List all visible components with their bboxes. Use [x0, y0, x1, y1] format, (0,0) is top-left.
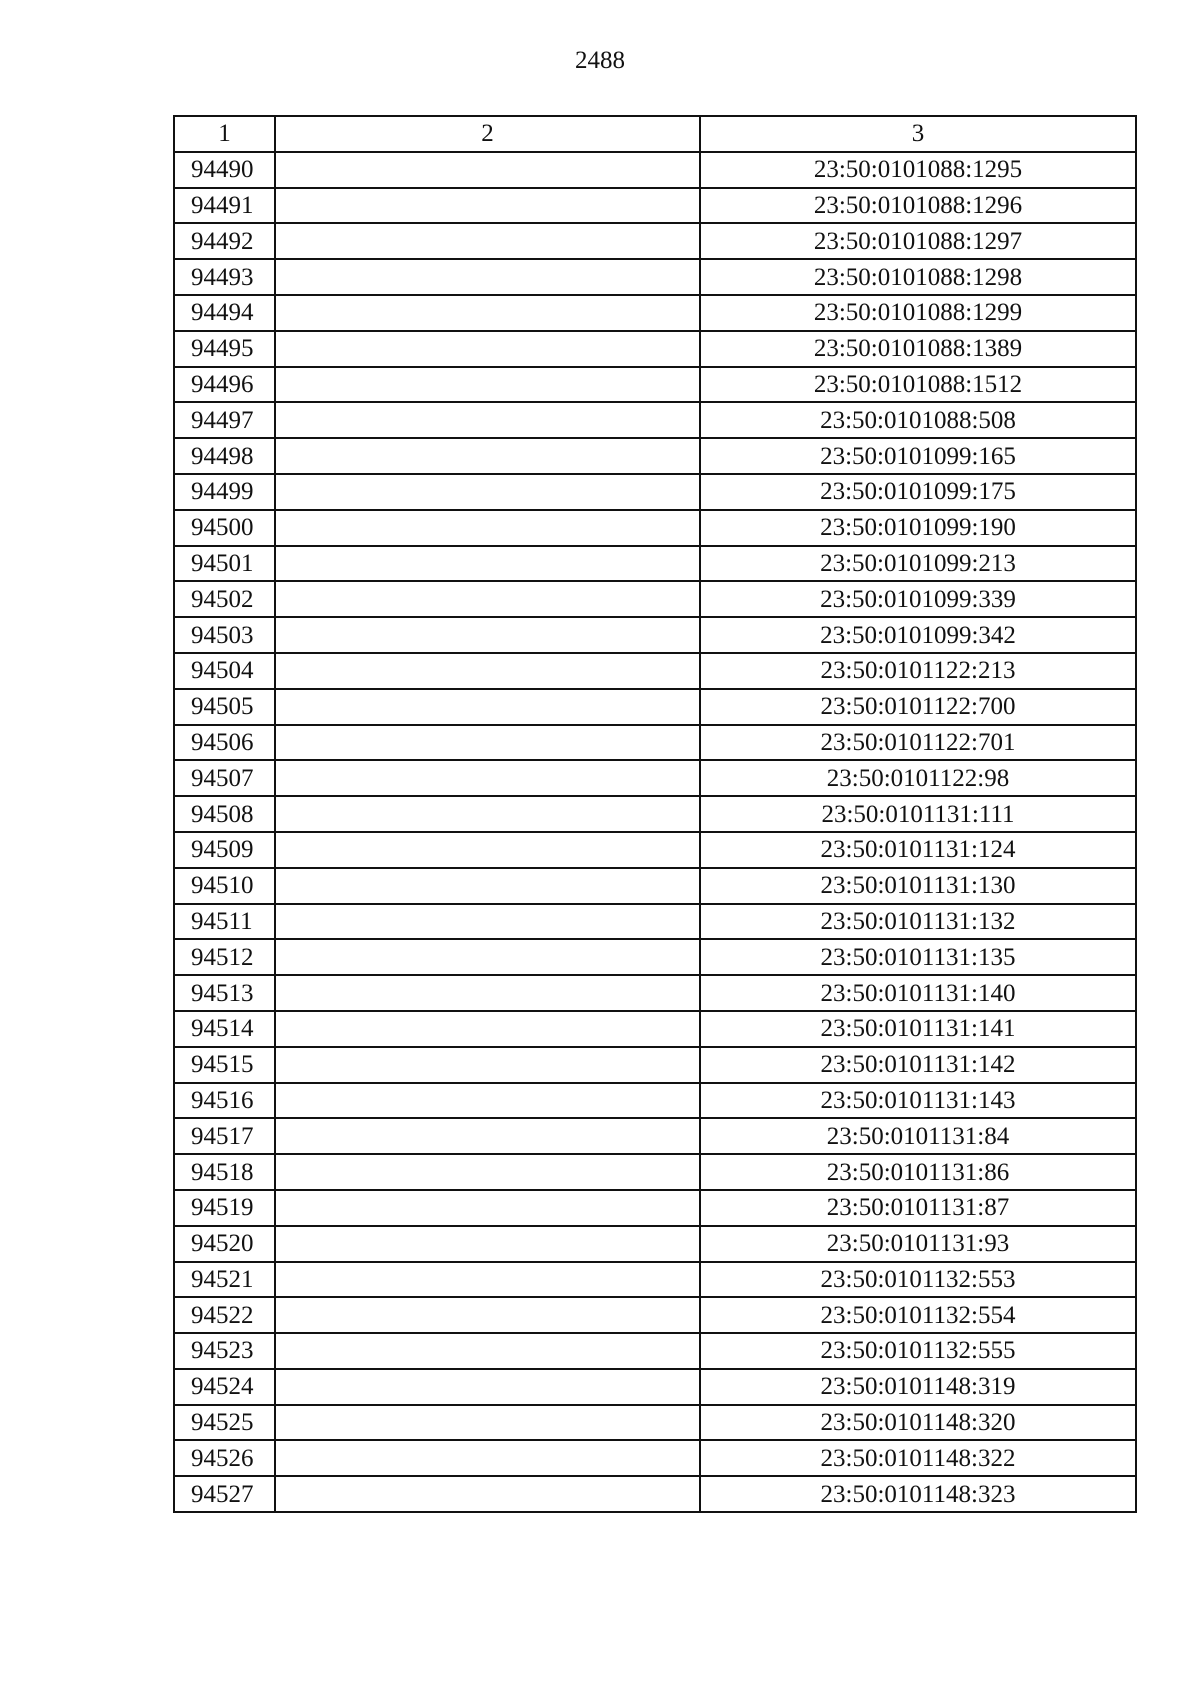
- empty-cell: [275, 1262, 700, 1298]
- row-number-cell: 94513: [174, 975, 275, 1011]
- cadastral-number-cell: 23:50:0101122:700: [700, 689, 1136, 725]
- cadastral-number-cell: 23:50:0101099:175: [700, 474, 1136, 510]
- table-row: [174, 367, 1136, 403]
- row-number-cell: 94525: [174, 1405, 275, 1441]
- cadastral-number-cell: 23:50:0101131:141: [700, 1011, 1136, 1047]
- empty-cell: [275, 295, 700, 331]
- row-number-cell: 94514: [174, 1011, 275, 1047]
- table-row: [174, 760, 1136, 796]
- cadastral-number-cell: 23:50:0101099:165: [700, 438, 1136, 474]
- row-number-cell: 94524: [174, 1369, 275, 1405]
- cadastral-number-cell: 23:50:0101131:111: [700, 796, 1136, 832]
- table-row: [174, 653, 1136, 689]
- cadastral-number-cell: 23:50:0101099:339: [700, 581, 1136, 617]
- empty-cell: [275, 1333, 700, 1369]
- table-row: [174, 1011, 1136, 1047]
- cadastral-number-cell: 23:50:0101131:142: [700, 1047, 1136, 1083]
- cadastral-number-cell: 23:50:0101131:135: [700, 939, 1136, 975]
- empty-cell: [275, 1476, 700, 1512]
- row-number-cell: 94499: [174, 474, 275, 510]
- row-number-cell: 94497: [174, 402, 275, 438]
- empty-cell: [275, 725, 700, 761]
- table-row: [174, 1154, 1136, 1190]
- cadastral-number-cell: 23:50:0101148:319: [700, 1369, 1136, 1405]
- cadastral-number-cell: 23:50:0101131:140: [700, 975, 1136, 1011]
- row-number-cell: 94506: [174, 725, 275, 761]
- row-number-cell: 94521: [174, 1262, 275, 1298]
- page-number: 2488: [575, 47, 625, 74]
- table-row: [174, 402, 1136, 438]
- cadastral-number-cell: 23:50:0101099:342: [700, 617, 1136, 653]
- empty-cell: [275, 1405, 700, 1441]
- table-row: [174, 1333, 1136, 1369]
- empty-cell: [275, 1297, 700, 1333]
- row-number-cell: 94527: [174, 1476, 275, 1512]
- empty-cell: [275, 868, 700, 904]
- empty-cell: [275, 1154, 700, 1190]
- empty-cell: [275, 1190, 700, 1226]
- table-row: [174, 1083, 1136, 1119]
- cadastral-number-cell: 23:50:0101132:554: [700, 1297, 1136, 1333]
- empty-cell: [275, 331, 700, 367]
- table-row: [174, 581, 1136, 617]
- cadastral-number-cell: 23:50:0101148:322: [700, 1440, 1136, 1476]
- cadastral-number-cell: 23:50:0101131:132: [700, 904, 1136, 940]
- empty-cell: [275, 796, 700, 832]
- cadastral-number-cell: 23:50:0101122:213: [700, 653, 1136, 689]
- row-number-cell: 94515: [174, 1047, 275, 1083]
- row-number-cell: 94501: [174, 546, 275, 582]
- table-row: [174, 188, 1136, 224]
- empty-cell: [275, 1047, 700, 1083]
- row-number-cell: 94505: [174, 689, 275, 725]
- table-row: [174, 1047, 1136, 1083]
- cadastral-number-cell: 23:50:0101088:1295: [700, 152, 1136, 188]
- empty-cell: [275, 689, 700, 725]
- cadastral-number-cell: 23:50:0101088:1297: [700, 223, 1136, 259]
- row-number-cell: 94503: [174, 617, 275, 653]
- empty-cell: [275, 1226, 700, 1262]
- row-number-cell: 94507: [174, 760, 275, 796]
- table-row: [174, 1118, 1136, 1154]
- row-number-cell: 94519: [174, 1190, 275, 1226]
- empty-cell: [275, 939, 700, 975]
- cadastral-number-cell: 23:50:0101088:1512: [700, 367, 1136, 403]
- table-header: [174, 116, 1136, 152]
- column-header-1: 1: [174, 116, 275, 152]
- table-body: [174, 152, 1136, 1512]
- empty-cell: [275, 832, 700, 868]
- cadastral-number-cell: 23:50:0101099:190: [700, 510, 1136, 546]
- cadastral-number-cell: 23:50:0101131:84: [700, 1118, 1136, 1154]
- cadastral-number-cell: 23:50:0101131:86: [700, 1154, 1136, 1190]
- cadastral-number-cell: 23:50:0101132:553: [700, 1262, 1136, 1298]
- empty-cell: [275, 581, 700, 617]
- table-row: [174, 1297, 1136, 1333]
- table-row: [174, 295, 1136, 331]
- empty-cell: [275, 367, 700, 403]
- cadastral-number-cell: 23:50:0101088:1296: [700, 188, 1136, 224]
- empty-cell: [275, 760, 700, 796]
- row-number-cell: 94491: [174, 188, 275, 224]
- empty-cell: [275, 1118, 700, 1154]
- table-row: [174, 510, 1136, 546]
- cadastral-number-cell: 23:50:0101148:320: [700, 1405, 1136, 1441]
- empty-cell: [275, 1369, 700, 1405]
- cadastral-number-cell: 23:50:0101148:323: [700, 1476, 1136, 1512]
- table-row: [174, 438, 1136, 474]
- table-row: [174, 796, 1136, 832]
- registry-table: [173, 115, 1137, 1513]
- column-header-3: 3: [700, 116, 1136, 152]
- row-number-cell: 94504: [174, 653, 275, 689]
- row-number-cell: 94500: [174, 510, 275, 546]
- table-row: [174, 689, 1136, 725]
- empty-cell: [275, 1011, 700, 1047]
- cadastral-number-cell: 23:50:0101088:1389: [700, 331, 1136, 367]
- empty-cell: [275, 904, 700, 940]
- row-number-cell: 94495: [174, 331, 275, 367]
- table-row: [174, 1190, 1136, 1226]
- table-row: [174, 868, 1136, 904]
- table-row: [174, 474, 1136, 510]
- row-number-cell: 94522: [174, 1297, 275, 1333]
- empty-cell: [275, 152, 700, 188]
- table-row: [174, 939, 1136, 975]
- row-number-cell: 94517: [174, 1118, 275, 1154]
- table-row: [174, 1476, 1136, 1512]
- table-row: [174, 725, 1136, 761]
- empty-cell: [275, 510, 700, 546]
- cadastral-number-cell: 23:50:0101122:98: [700, 760, 1136, 796]
- empty-cell: [275, 259, 700, 295]
- row-number-cell: 94496: [174, 367, 275, 403]
- cadastral-number-cell: 23:50:0101131:130: [700, 868, 1136, 904]
- row-number-cell: 94511: [174, 904, 275, 940]
- empty-cell: [275, 546, 700, 582]
- cadastral-number-cell: 23:50:0101131:87: [700, 1190, 1136, 1226]
- cadastral-number-cell: 23:50:0101131:143: [700, 1083, 1136, 1119]
- row-number-cell: 94510: [174, 868, 275, 904]
- table-row: [174, 975, 1136, 1011]
- table-row: [174, 331, 1136, 367]
- row-number-cell: 94498: [174, 438, 275, 474]
- empty-cell: [275, 1083, 700, 1119]
- table-row: [174, 1226, 1136, 1262]
- table-row: [174, 617, 1136, 653]
- empty-cell: [275, 438, 700, 474]
- empty-cell: [275, 188, 700, 224]
- empty-cell: [275, 474, 700, 510]
- table-row: [174, 152, 1136, 188]
- empty-cell: [275, 223, 700, 259]
- empty-cell: [275, 975, 700, 1011]
- cadastral-number-cell: 23:50:0101099:213: [700, 546, 1136, 582]
- table-row: [174, 259, 1136, 295]
- row-number-cell: 94490: [174, 152, 275, 188]
- header-row: [174, 116, 1136, 152]
- cadastral-number-cell: 23:50:0101088:1298: [700, 259, 1136, 295]
- row-number-cell: 94526: [174, 1440, 275, 1476]
- empty-cell: [275, 617, 700, 653]
- column-header-2: 2: [275, 116, 700, 152]
- cadastral-number-cell: 23:50:0101131:124: [700, 832, 1136, 868]
- row-number-cell: 94523: [174, 1333, 275, 1369]
- row-number-cell: 94509: [174, 832, 275, 868]
- cadastral-number-cell: 23:50:0101122:701: [700, 725, 1136, 761]
- table-row: [174, 1369, 1136, 1405]
- table-row: [174, 904, 1136, 940]
- table-row: [174, 546, 1136, 582]
- table-row: [174, 223, 1136, 259]
- row-number-cell: 94494: [174, 295, 275, 331]
- row-number-cell: 94516: [174, 1083, 275, 1119]
- table-row: [174, 1262, 1136, 1298]
- row-number-cell: 94520: [174, 1226, 275, 1262]
- empty-cell: [275, 1440, 700, 1476]
- row-number-cell: 94502: [174, 581, 275, 617]
- empty-cell: [275, 653, 700, 689]
- row-number-cell: 94492: [174, 223, 275, 259]
- cadastral-number-cell: 23:50:0101132:555: [700, 1333, 1136, 1369]
- empty-cell: [275, 402, 700, 438]
- cadastral-number-cell: 23:50:0101131:93: [700, 1226, 1136, 1262]
- table-row: [174, 1405, 1136, 1441]
- table-row: [174, 832, 1136, 868]
- row-number-cell: 94512: [174, 939, 275, 975]
- row-number-cell: 94493: [174, 259, 275, 295]
- row-number-cell: 94518: [174, 1154, 275, 1190]
- cadastral-number-cell: 23:50:0101088:1299: [700, 295, 1136, 331]
- row-number-cell: 94508: [174, 796, 275, 832]
- cadastral-number-cell: 23:50:0101088:508: [700, 402, 1136, 438]
- table-row: [174, 1440, 1136, 1476]
